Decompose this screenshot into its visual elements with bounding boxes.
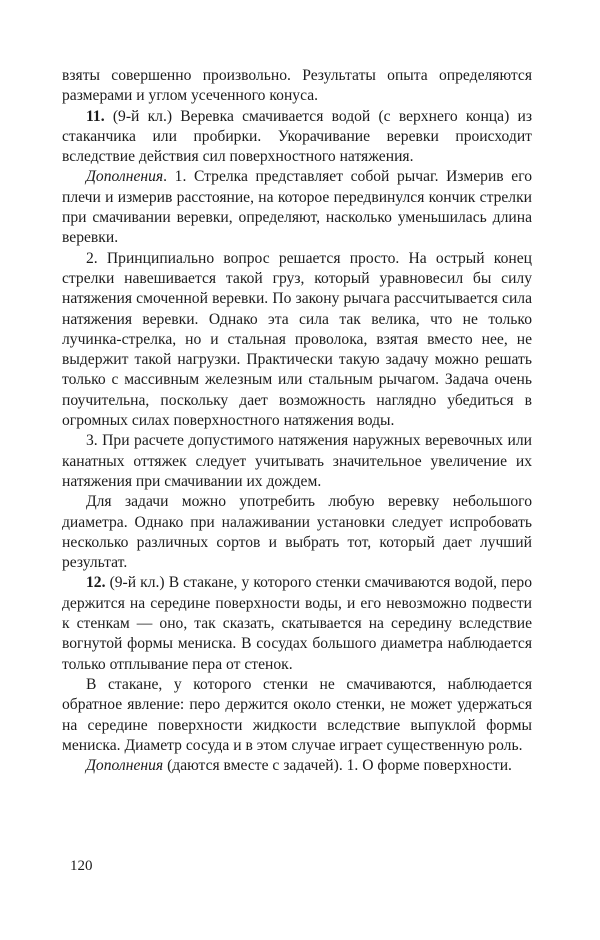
additions-text: . 1. Стрелка представляет собой рычаг. Измерив его плечи и измерив расстояние, на которое передвинулся кончик стрелки при смачивании веревки, определяют, насколько уменьшилась длина веревки. xyxy=(62,168,532,247)
additions-paragraph-2 xyxy=(62,756,532,776)
page-number: 120 xyxy=(70,858,93,874)
problem-number: 12. xyxy=(86,574,106,592)
additions-text: (даются вместе с задачей). 1. О форме поверхности. xyxy=(163,757,512,775)
problem-number: 11. xyxy=(86,107,105,125)
problem-11-paragraph xyxy=(62,107,532,168)
body-text xyxy=(62,66,532,776)
paragraph-continuation: взяты совершенно произвольно. Результаты опыта определяются размерами и углом усеченного конуса. xyxy=(62,67,532,105)
problem-text: (9-й кл.) Веревка смачивается водой (с верхнего конца) из стаканчика или пробирки. Укорачивание веревки происходит вследствие действия сил поверхностного натяжения. xyxy=(62,107,532,166)
paragraph-nonwetting: В стакане, у которого стенки не смачиваются, наблюдается обратное явление: перо держится около стенки, не может удержаться на середине поверхности жидкости вследствие выпуклой формы мениска. Диаметр сосуда и в этом случае играет существенную роль. xyxy=(62,675,532,754)
paragraph-rope-note: Для задачи можно употребить любую веревку небольшого диаметра. Однако при налаживании установки следует испробовать несколько различных сортов и выбрать тот, который дает лучший результат. xyxy=(62,493,532,572)
additions-label: Дополнения xyxy=(86,168,164,186)
additions-paragraph xyxy=(62,167,532,248)
paragraph-item-3: 3. При расчете допустимого натяжения наружных веревочных или канатных оттяжек следует учитывать значительное увеличение их натяжения при смачивании их дождем. xyxy=(62,432,532,490)
problem-text: (9-й кл.) В стакане, у которого стенки смачиваются водой, перо держится на середине поверхности воды, и его невозможно подвести к стенкам — оно, так сказать, скатывается на середину вследствие вогнутой формы мениска. В сосудах большого диаметра наблюдается только отплывание пера от стенок. xyxy=(62,574,532,673)
problem-12-paragraph xyxy=(62,573,532,674)
additions-label: Дополнения xyxy=(86,757,164,775)
paragraph-item-2: 2. Принципиально вопрос решается просто. На острый конец стрелки навешивается такой груз, который уравновесил бы силу натяжения смоченной веревки. По закону рычага рассчитывается сила натяжения веревки. Однако эта сила так велика, что не только лучинка-стрелка, но и стальная проволока, взятая вместо нее, не выдержит такой нагрузки. Практически такую задачу можно решать только с массивным железным или стальным рычагом. Задача очень поучительна, поскольку дает возможность наглядно убедиться в огромных силах поверхностного натяжения воды. xyxy=(62,249,532,430)
